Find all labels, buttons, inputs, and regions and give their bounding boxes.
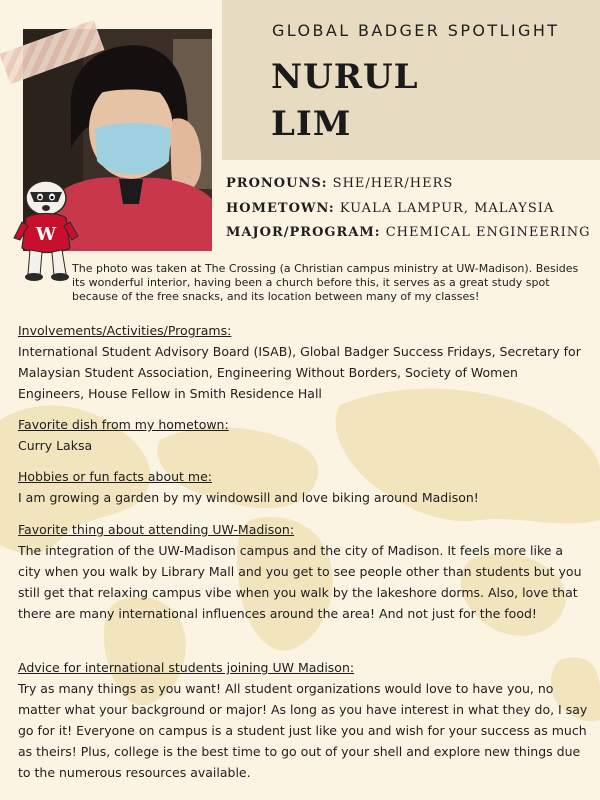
involvements-body: International Student Advisory Board (ISAB), Global Badger Success Fridays, Secretary for Malaysian Student Association, Engineering Without Borders, Society of Women Engineers, House Fellow in Smith Residence Hall <box>18 344 581 401</box>
section-favorite-dish <box>18 414 588 456</box>
major-value: CHEMICAL ENGINEERING <box>385 225 591 240</box>
dish-heading: Favorite dish from my hometown: <box>18 417 229 432</box>
section-advice <box>18 657 588 783</box>
major-row <box>226 225 590 240</box>
advice-heading: Advice for international students joining UW Madison: <box>18 660 355 675</box>
major-label: MAJOR/PROGRAM: <box>226 225 381 240</box>
section-hobbies <box>18 466 588 508</box>
pronouns-value: SHE/HER/HERS <box>332 176 454 191</box>
last-name: LIM <box>271 104 352 144</box>
hometown-row <box>226 201 554 216</box>
svg-text:W: W <box>35 224 57 245</box>
first-name: NURUL <box>271 57 419 97</box>
advice-body: Try as many things as you want! All student organizations would love to have you, no matter what your background or major! As long as you have interest in what they do, I say go for it! Everyone on campus is a student just like you and wish for your success as much as theirs! Plus, college is the best time to go out of your shell and explore new things due to the numerous resources available. <box>18 681 588 780</box>
pronouns-label: PRONOUNS: <box>226 176 328 191</box>
hometown-value: KUALA LAMPUR, MALAYSIA <box>339 201 555 216</box>
dish-body: Curry Laksa <box>18 438 93 453</box>
section-favorite-thing <box>18 519 588 624</box>
section-involvements <box>18 320 588 404</box>
hobbies-heading: Hobbies or fun facts about me: <box>18 469 212 484</box>
badger-mascot-icon <box>12 178 82 284</box>
hobbies-body: I am growing a garden by my windowsill and love biking around Madison! <box>18 490 479 505</box>
hometown-label: HOMETOWN: <box>226 201 335 216</box>
pronouns-row <box>226 176 453 191</box>
favorite-body: The integration of the UW-Madison campus and the city of Madison. It feels more like a city when you walk by Library Mall and you get to see people other than students but you still get that relaxing campus vibe when you walk by the lakeshore dorms. Also, love that there are many international influences around the area! And not just for the food! <box>18 543 582 621</box>
involvements-heading: Involvements/Activities/Programs: <box>18 323 232 338</box>
photo-caption: The photo was taken at The Crossing (a Christian campus ministry at UW-Madison). Besides its wonderful interior, having been a church before this, it serves as a great study spot because of the free snacks, and its location between many of my classes! <box>72 262 579 303</box>
spotlight-title: GLOBAL BADGER SPOTLIGHT <box>272 21 560 40</box>
favorite-heading: Favorite thing about attending UW-Madison: <box>18 522 295 537</box>
